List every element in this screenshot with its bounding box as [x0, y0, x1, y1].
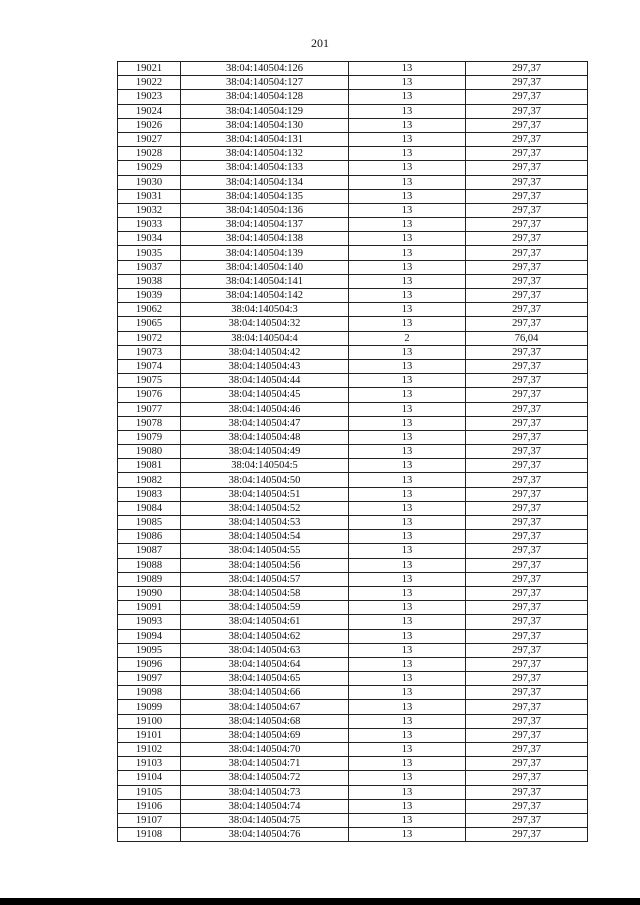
row-number-cell: 19022: [118, 76, 181, 90]
count-cell: 13: [349, 118, 466, 132]
value-cell: 297,37: [466, 345, 588, 359]
cadastral-number-cell: 38:04:140504:142: [181, 289, 349, 303]
cadastral-number-cell: 38:04:140504:43: [181, 359, 349, 373]
count-cell: 13: [349, 147, 466, 161]
value-cell: 297,37: [466, 813, 588, 827]
table-row: [118, 274, 588, 288]
table-row: [118, 586, 588, 600]
value-cell: 297,37: [466, 501, 588, 515]
table-row: [118, 246, 588, 260]
cadastral-number-cell: 38:04:140504:4: [181, 331, 349, 345]
scan-bottom-edge: [0, 898, 640, 905]
cadastral-number-cell: 38:04:140504:141: [181, 274, 349, 288]
row-number-cell: 19030: [118, 175, 181, 189]
table-row: [118, 572, 588, 586]
count-cell: 13: [349, 274, 466, 288]
count-cell: 13: [349, 132, 466, 146]
count-cell: 13: [349, 232, 466, 246]
row-number-cell: 19032: [118, 203, 181, 217]
row-number-cell: 19087: [118, 544, 181, 558]
table-row: [118, 657, 588, 671]
count-cell: 13: [349, 686, 466, 700]
row-number-cell: 19038: [118, 274, 181, 288]
value-cell: 297,37: [466, 757, 588, 771]
cadastral-number-cell: 38:04:140504:47: [181, 416, 349, 430]
table-row: [118, 331, 588, 345]
table-row: [118, 132, 588, 146]
value-cell: 297,37: [466, 771, 588, 785]
cadastral-number-cell: 38:04:140504:139: [181, 246, 349, 260]
table-row: [118, 516, 588, 530]
cadastral-number-cell: 38:04:140504:58: [181, 586, 349, 600]
row-number-cell: 19106: [118, 799, 181, 813]
table-row: [118, 686, 588, 700]
row-number-cell: 19031: [118, 189, 181, 203]
cadastral-number-cell: 38:04:140504:138: [181, 232, 349, 246]
cadastral-number-cell: 38:04:140504:70: [181, 743, 349, 757]
count-cell: 13: [349, 317, 466, 331]
count-cell: 13: [349, 516, 466, 530]
cadastral-number-cell: 38:04:140504:69: [181, 728, 349, 742]
row-number-cell: 19029: [118, 161, 181, 175]
row-number-cell: 19033: [118, 218, 181, 232]
row-number-cell: 19090: [118, 586, 181, 600]
value-cell: 297,37: [466, 615, 588, 629]
value-cell: 297,37: [466, 516, 588, 530]
cadastral-number-cell: 38:04:140504:135: [181, 189, 349, 203]
count-cell: 13: [349, 289, 466, 303]
value-cell: 297,37: [466, 487, 588, 501]
count-cell: 13: [349, 445, 466, 459]
row-number-cell: 19076: [118, 388, 181, 402]
cadastral-number-cell: 38:04:140504:65: [181, 672, 349, 686]
count-cell: 13: [349, 189, 466, 203]
table-row: [118, 289, 588, 303]
cadastral-number-cell: 38:04:140504:66: [181, 686, 349, 700]
count-cell: 13: [349, 218, 466, 232]
cadastral-number-cell: 38:04:140504:132: [181, 147, 349, 161]
table-row: [118, 175, 588, 189]
count-cell: 13: [349, 175, 466, 189]
table-row: [118, 558, 588, 572]
count-cell: 13: [349, 246, 466, 260]
table-row: [118, 303, 588, 317]
table-row: [118, 104, 588, 118]
value-cell: 297,37: [466, 459, 588, 473]
cadastral-number-cell: 38:04:140504:48: [181, 430, 349, 444]
count-cell: 13: [349, 530, 466, 544]
cadastral-number-cell: 38:04:140504:140: [181, 260, 349, 274]
count-cell: 13: [349, 757, 466, 771]
row-number-cell: 19089: [118, 572, 181, 586]
count-cell: 13: [349, 771, 466, 785]
cadastral-number-cell: 38:04:140504:131: [181, 132, 349, 146]
cadastral-number-cell: 38:04:140504:42: [181, 345, 349, 359]
row-number-cell: 19078: [118, 416, 181, 430]
row-number-cell: 19104: [118, 771, 181, 785]
cadastral-number-cell: 38:04:140504:32: [181, 317, 349, 331]
row-number-cell: 19037: [118, 260, 181, 274]
cadastral-number-cell: 38:04:140504:51: [181, 487, 349, 501]
count-cell: 13: [349, 388, 466, 402]
cadastral-number-cell: 38:04:140504:62: [181, 629, 349, 643]
value-cell: 297,37: [466, 147, 588, 161]
row-number-cell: 19098: [118, 686, 181, 700]
cadastral-number-cell: 38:04:140504:130: [181, 118, 349, 132]
cadastral-number-cell: 38:04:140504:63: [181, 643, 349, 657]
row-number-cell: 19024: [118, 104, 181, 118]
cadastral-number-cell: 38:04:140504:54: [181, 530, 349, 544]
value-cell: 297,37: [466, 76, 588, 90]
count-cell: 13: [349, 90, 466, 104]
cadastral-number-cell: 38:04:140504:5: [181, 459, 349, 473]
row-number-cell: 19096: [118, 657, 181, 671]
table-row: [118, 359, 588, 373]
table-row: [118, 118, 588, 132]
value-cell: 297,37: [466, 828, 588, 842]
value-cell: 297,37: [466, 686, 588, 700]
count-cell: 13: [349, 544, 466, 558]
value-cell: 297,37: [466, 175, 588, 189]
row-number-cell: 19072: [118, 331, 181, 345]
table-row: [118, 601, 588, 615]
value-cell: 297,37: [466, 303, 588, 317]
cadastral-number-cell: 38:04:140504:50: [181, 473, 349, 487]
row-number-cell: 19100: [118, 714, 181, 728]
row-number-cell: 19065: [118, 317, 181, 331]
row-number-cell: 19085: [118, 516, 181, 530]
row-number-cell: 19062: [118, 303, 181, 317]
cadastral-table: [117, 61, 588, 842]
row-number-cell: 19091: [118, 601, 181, 615]
value-cell: 297,37: [466, 430, 588, 444]
table-row: [118, 388, 588, 402]
count-cell: 13: [349, 629, 466, 643]
table-row: [118, 501, 588, 515]
table-row: [118, 643, 588, 657]
row-number-cell: 19084: [118, 501, 181, 515]
value-cell: 297,37: [466, 246, 588, 260]
row-number-cell: 19027: [118, 132, 181, 146]
value-cell: 297,37: [466, 530, 588, 544]
count-cell: 13: [349, 586, 466, 600]
cadastral-number-cell: 38:04:140504:136: [181, 203, 349, 217]
cadastral-number-cell: 38:04:140504:45: [181, 388, 349, 402]
cadastral-number-cell: 38:04:140504:56: [181, 558, 349, 572]
cadastral-number-cell: 38:04:140504:76: [181, 828, 349, 842]
value-cell: 297,37: [466, 118, 588, 132]
value-cell: 297,37: [466, 359, 588, 373]
cadastral-number-cell: 38:04:140504:68: [181, 714, 349, 728]
value-cell: 297,37: [466, 657, 588, 671]
table-row: [118, 743, 588, 757]
value-cell: 76,04: [466, 331, 588, 345]
table-row: [118, 700, 588, 714]
row-number-cell: 19039: [118, 289, 181, 303]
row-number-cell: 19102: [118, 743, 181, 757]
value-cell: 297,37: [466, 161, 588, 175]
count-cell: 13: [349, 62, 466, 76]
table-row: [118, 799, 588, 813]
count-cell: 13: [349, 601, 466, 615]
value-cell: 297,37: [466, 558, 588, 572]
table-row: [118, 672, 588, 686]
table-row: [118, 459, 588, 473]
count-cell: 13: [349, 643, 466, 657]
value-cell: 297,37: [466, 374, 588, 388]
value-cell: 297,37: [466, 260, 588, 274]
value-cell: 297,37: [466, 728, 588, 742]
count-cell: 13: [349, 402, 466, 416]
row-number-cell: 19021: [118, 62, 181, 76]
count-cell: 13: [349, 799, 466, 813]
cadastral-number-cell: 38:04:140504:67: [181, 700, 349, 714]
row-number-cell: 19083: [118, 487, 181, 501]
row-number-cell: 19097: [118, 672, 181, 686]
value-cell: 297,37: [466, 629, 588, 643]
count-cell: 13: [349, 76, 466, 90]
cadastral-number-cell: 38:04:140504:64: [181, 657, 349, 671]
table-row: [118, 757, 588, 771]
table-row: [118, 728, 588, 742]
table-row: [118, 445, 588, 459]
table-row: [118, 62, 588, 76]
table-row: [118, 232, 588, 246]
count-cell: 13: [349, 828, 466, 842]
table-body: [118, 62, 588, 842]
count-cell: 13: [349, 203, 466, 217]
count-cell: 13: [349, 572, 466, 586]
table-row: [118, 402, 588, 416]
value-cell: 297,37: [466, 714, 588, 728]
table-row: [118, 161, 588, 175]
value-cell: 297,37: [466, 62, 588, 76]
row-number-cell: 19086: [118, 530, 181, 544]
count-cell: 13: [349, 657, 466, 671]
value-cell: 297,37: [466, 388, 588, 402]
row-number-cell: 19077: [118, 402, 181, 416]
row-number-cell: 19103: [118, 757, 181, 771]
row-number-cell: 19082: [118, 473, 181, 487]
row-number-cell: 19079: [118, 430, 181, 444]
table-row: [118, 813, 588, 827]
row-number-cell: 19075: [118, 374, 181, 388]
value-cell: 297,37: [466, 473, 588, 487]
table-row: [118, 771, 588, 785]
count-cell: 13: [349, 714, 466, 728]
value-cell: 297,37: [466, 189, 588, 203]
row-number-cell: 19105: [118, 785, 181, 799]
cadastral-number-cell: 38:04:140504:137: [181, 218, 349, 232]
count-cell: 13: [349, 161, 466, 175]
cadastral-number-cell: 38:04:140504:59: [181, 601, 349, 615]
cadastral-number-cell: 38:04:140504:3: [181, 303, 349, 317]
cadastral-number-cell: 38:04:140504:71: [181, 757, 349, 771]
row-number-cell: 19108: [118, 828, 181, 842]
table-row: [118, 714, 588, 728]
row-number-cell: 19081: [118, 459, 181, 473]
row-number-cell: 19023: [118, 90, 181, 104]
cadastral-number-cell: 38:04:140504:57: [181, 572, 349, 586]
value-cell: 297,37: [466, 416, 588, 430]
count-cell: 13: [349, 785, 466, 799]
table-row: [118, 147, 588, 161]
row-number-cell: 19074: [118, 359, 181, 373]
cadastral-number-cell: 38:04:140504:49: [181, 445, 349, 459]
value-cell: 297,37: [466, 544, 588, 558]
table-row: [118, 785, 588, 799]
row-number-cell: 19088: [118, 558, 181, 572]
value-cell: 297,37: [466, 586, 588, 600]
cadastral-number-cell: 38:04:140504:126: [181, 62, 349, 76]
table-row: [118, 203, 588, 217]
cadastral-number-cell: 38:04:140504:134: [181, 175, 349, 189]
row-number-cell: 19034: [118, 232, 181, 246]
count-cell: 13: [349, 359, 466, 373]
count-cell: 13: [349, 743, 466, 757]
cadastral-number-cell: 38:04:140504:73: [181, 785, 349, 799]
value-cell: 297,37: [466, 643, 588, 657]
value-cell: 297,37: [466, 572, 588, 586]
count-cell: 2: [349, 331, 466, 345]
table-row: [118, 189, 588, 203]
cadastral-number-cell: 38:04:140504:44: [181, 374, 349, 388]
value-cell: 297,37: [466, 289, 588, 303]
count-cell: 13: [349, 459, 466, 473]
row-number-cell: 19093: [118, 615, 181, 629]
table-row: [118, 416, 588, 430]
value-cell: 297,37: [466, 799, 588, 813]
count-cell: 13: [349, 700, 466, 714]
table-row: [118, 218, 588, 232]
row-number-cell: 19026: [118, 118, 181, 132]
value-cell: 297,37: [466, 402, 588, 416]
count-cell: 13: [349, 672, 466, 686]
cadastral-number-cell: 38:04:140504:133: [181, 161, 349, 175]
row-number-cell: 19095: [118, 643, 181, 657]
table-row: [118, 530, 588, 544]
table-row: [118, 615, 588, 629]
count-cell: 13: [349, 430, 466, 444]
table-row: [118, 374, 588, 388]
value-cell: 297,37: [466, 785, 588, 799]
value-cell: 297,37: [466, 232, 588, 246]
count-cell: 13: [349, 728, 466, 742]
cadastral-number-cell: 38:04:140504:127: [181, 76, 349, 90]
table-row: [118, 317, 588, 331]
count-cell: 13: [349, 813, 466, 827]
cadastral-number-cell: 38:04:140504:74: [181, 799, 349, 813]
value-cell: 297,37: [466, 601, 588, 615]
value-cell: 297,37: [466, 104, 588, 118]
table-row: [118, 487, 588, 501]
count-cell: 13: [349, 374, 466, 388]
row-number-cell: 19094: [118, 629, 181, 643]
value-cell: 297,37: [466, 445, 588, 459]
value-cell: 297,37: [466, 743, 588, 757]
cadastral-number-cell: 38:04:140504:128: [181, 90, 349, 104]
value-cell: 297,37: [466, 90, 588, 104]
table-row: [118, 629, 588, 643]
row-number-cell: 19028: [118, 147, 181, 161]
row-number-cell: 19101: [118, 728, 181, 742]
count-cell: 13: [349, 416, 466, 430]
cadastral-number-cell: 38:04:140504:53: [181, 516, 349, 530]
row-number-cell: 19107: [118, 813, 181, 827]
count-cell: 13: [349, 104, 466, 118]
cadastral-number-cell: 38:04:140504:129: [181, 104, 349, 118]
row-number-cell: 19080: [118, 445, 181, 459]
count-cell: 13: [349, 260, 466, 274]
table-row: [118, 544, 588, 558]
row-number-cell: 19035: [118, 246, 181, 260]
count-cell: 13: [349, 303, 466, 317]
cadastral-number-cell: 38:04:140504:46: [181, 402, 349, 416]
table-row: [118, 473, 588, 487]
row-number-cell: 19073: [118, 345, 181, 359]
value-cell: 297,37: [466, 274, 588, 288]
table-row: [118, 828, 588, 842]
count-cell: 13: [349, 345, 466, 359]
count-cell: 13: [349, 501, 466, 515]
value-cell: 297,37: [466, 700, 588, 714]
count-cell: 13: [349, 487, 466, 501]
value-cell: 297,37: [466, 218, 588, 232]
cadastral-number-cell: 38:04:140504:72: [181, 771, 349, 785]
count-cell: 13: [349, 473, 466, 487]
table-row: [118, 430, 588, 444]
cadastral-number-cell: 38:04:140504:52: [181, 501, 349, 515]
value-cell: 297,37: [466, 317, 588, 331]
cadastral-number-cell: 38:04:140504:75: [181, 813, 349, 827]
table-row: [118, 76, 588, 90]
table-row: [118, 90, 588, 104]
value-cell: 297,37: [466, 672, 588, 686]
page-number: 201: [311, 36, 329, 50]
count-cell: 13: [349, 615, 466, 629]
table-row: [118, 260, 588, 274]
value-cell: 297,37: [466, 203, 588, 217]
cadastral-number-cell: 38:04:140504:61: [181, 615, 349, 629]
count-cell: 13: [349, 558, 466, 572]
value-cell: 297,37: [466, 132, 588, 146]
row-number-cell: 19099: [118, 700, 181, 714]
table-row: [118, 345, 588, 359]
cadastral-number-cell: 38:04:140504:55: [181, 544, 349, 558]
